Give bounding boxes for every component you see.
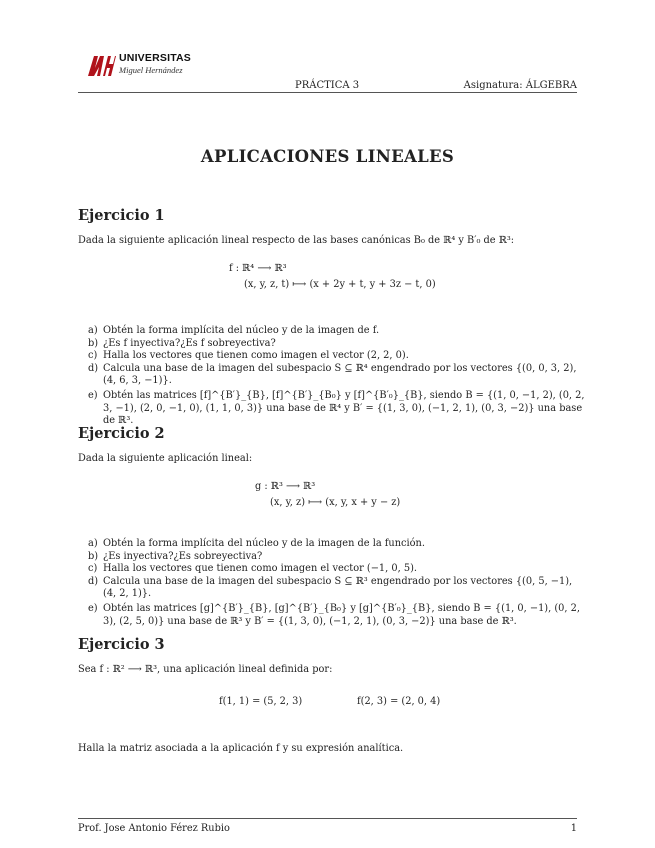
list-item: c) Halla los vectores que tienen como imagen el vector (2, 2, 0).: [88, 350, 409, 362]
page-title: APLICACIONES LINEALES: [200, 147, 455, 166]
page-number: 1: [570, 823, 577, 834]
evaluation-1: f(1, 1) = (5, 2, 3): [219, 696, 303, 707]
exercise-3-heading: Ejercicio 3: [78, 636, 165, 653]
exercise-1-items: [88, 325, 588, 428]
formula-rule: (x, y, z) ⟼ (x, y, x + y − z): [270, 497, 401, 508]
exercise-2-heading: Ejercicio 2: [78, 425, 165, 442]
list-item: e) Obtén las matrices [g]^{B′}_{B}, [g]^{B′}_{B₀} y [g]^{B′₀}_{B}, siendo B = {(1, 0, −1), (0, 2, 3), (2, 5, 0)} una base de ℝ³ y B′ = {(1, 3, 0), (−1, 2, 1), (0, 3, −2)} una base de ℝ³.: [88, 602, 580, 627]
practice-label: PRÁCTICA 3: [295, 80, 360, 91]
header-divider: [78, 92, 577, 93]
logo-subtitle: Miguel Hernández: [119, 65, 183, 75]
formula-rule: (x, y, z, t) ⟼ (x + 2y + t, y + 3z − t, 0): [244, 279, 436, 290]
logo-mark-icon: [86, 50, 116, 80]
footer-author: Prof. Jose Antonio Férez Rubio: [78, 823, 230, 834]
subject-label: Asignatura: ÁLGEBRA: [463, 80, 577, 91]
list-item: c) Halla los vectores que tienen como imagen el vector (−1, 0, 5).: [88, 563, 418, 575]
exercise-3-intro: Sea f : ℝ² ⟶ ℝ³, una aplicación lineal definida por:: [78, 664, 333, 675]
list-item: b) ¿Es f inyectiva?¿Es f sobreyectiva?: [88, 337, 276, 349]
exercise-1-heading: Ejercicio 1: [78, 207, 165, 224]
exercise-1-formula: [229, 263, 436, 290]
list-item: a) Obtén la forma implícita del núcleo y de la imagen de f.: [88, 325, 380, 336]
list-item: d) Calcula una base de la imagen del subespacio S ⊆ ℝ³ engendrado por los vectores {(0, 5, −1), (4, 2, 1)}.: [88, 575, 573, 600]
exercise-3-closing: Halla la matriz asociada a la aplicación f y su expresión analítica.: [78, 743, 404, 754]
university-logo: [86, 50, 206, 80]
formula-mapping: g : ℝ³ ⟶ ℝ³: [255, 481, 316, 492]
exercise-2-formula: [255, 481, 400, 508]
list-item: a) Obtén la forma implícita del núcleo y de la imagen de la función.: [88, 538, 425, 549]
exercise-2-intro: Dada la siguiente aplicación lineal:: [78, 453, 253, 464]
list-item: e) Obtén las matrices [f]^{B′}_{B}, [f]^{B′}_{B₀} y [f]^{B′₀}_{B}, siendo B = {(1, 0, −1, 2), (0, 2, 3, −1), (2, 0, −1, 0), (1, 1, 0, 3)} una base de ℝ⁴ y B′ = {(1, 3, 0), (−1, 2, 1), (0, 3, −2)} una base de ℝ³.: [88, 389, 585, 427]
footer-divider: [78, 818, 577, 819]
logo-name: UNIVERSITAS: [119, 52, 192, 64]
formula-mapping: f : ℝ⁴ ⟶ ℝ³: [229, 263, 287, 274]
exercise-2-items: [88, 538, 588, 628]
evaluation-2: f(2, 3) = (2, 0, 4): [357, 696, 441, 707]
list-item: d) Calcula una base de la imagen del subespacio S ⊆ ℝ⁴ engendrado por los vectores {(0, 0, 3, 2), (4, 6, 3, −1)}.: [88, 362, 577, 387]
list-item: b) ¿Es inyectiva?¿Es sobreyectiva?: [88, 550, 263, 562]
exercise-1-intro: Dada la siguiente aplicación lineal respecto de las bases canónicas B₀ de ℝ⁴ y B′₀ de ℝ³:: [78, 235, 515, 246]
